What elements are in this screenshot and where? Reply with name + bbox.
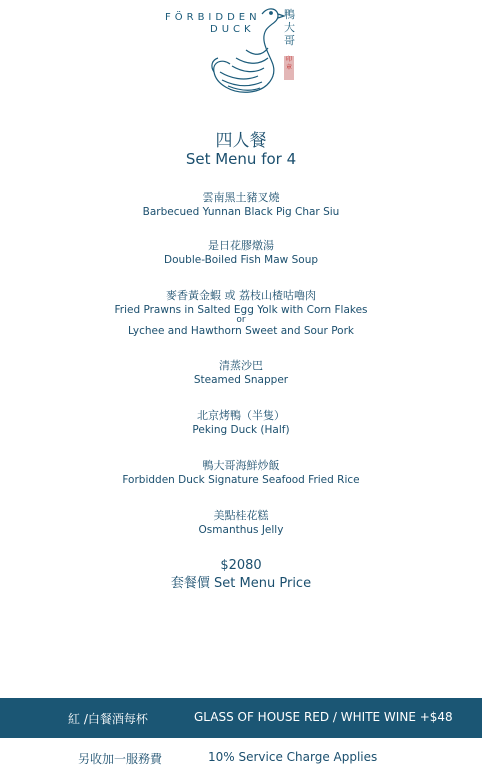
course-item <box>0 508 482 537</box>
course-name-cn: 雲南黑土豬叉燒 <box>202 191 280 204</box>
price-block <box>0 557 482 594</box>
brand-name-cn: 鴨 大 哥 <box>284 8 295 47</box>
service-charge <box>0 738 482 774</box>
course-item <box>0 408 482 437</box>
course-name-cn: 清蒸沙巴 <box>219 359 263 372</box>
course-name-en: Steamed Snapper <box>193 374 289 386</box>
set-price-label: 套餐價 Set Menu Price <box>170 576 312 591</box>
seal-stamp: 印章 <box>284 56 294 80</box>
menu-title-cn: 四人餐 <box>215 131 267 151</box>
course-name-cn: 美點桂花糕 <box>213 509 269 522</box>
service-label-cn: 另收加一服務費 <box>78 752 163 766</box>
brand-name-line2: DUCK <box>210 24 255 35</box>
course-item <box>0 358 482 387</box>
menu-title-en: Set Menu for 4 <box>185 150 297 168</box>
course-name-cn: 是日花膠燉湯 <box>208 239 274 252</box>
course-item <box>0 238 482 267</box>
course-name-en: Peking Duck (Half) <box>192 424 290 436</box>
course-or: or <box>236 315 246 325</box>
course-name-en: Forbidden Duck Signature Seafood Fried Rice <box>122 474 360 486</box>
course-name-cn: 麥香黃金蝦 或 荔枝山楂咕嚕肉 <box>166 289 316 302</box>
set-price: $2080 <box>220 558 262 573</box>
course-name-en-alt: Lychee and Hawthorn Sweet and Sour Pork <box>127 325 354 337</box>
service-label-en: 10% Service Charge Applies <box>208 750 378 764</box>
course-item <box>0 458 482 487</box>
wine-bar <box>0 698 482 738</box>
course-item <box>0 288 482 338</box>
wine-label-cn: 紅 /白餐酒每杯 <box>68 712 148 726</box>
course-item <box>0 190 482 219</box>
course-name-cn: 鴨大哥海鮮炒飯 <box>202 459 280 472</box>
wine-label-en: GLASS OF HOUSE RED / WHITE WINE +$48 <box>194 710 453 724</box>
course-name-en: Double-Boiled Fish Maw Soup <box>163 254 319 266</box>
course-name-cn: 北京烤鴨（半隻） <box>197 409 285 422</box>
course-name-en: Fried Prawns in Salted Egg Yolk with Corn Flakes <box>114 304 368 316</box>
brand-name <box>165 12 261 36</box>
course-name-en: Osmanthus Jelly <box>198 524 284 536</box>
brand-name-line1: FÖRBIDDEN <box>165 12 261 23</box>
course-name-en: Barbecued Yunnan Black Pig Char Siu <box>142 206 340 218</box>
